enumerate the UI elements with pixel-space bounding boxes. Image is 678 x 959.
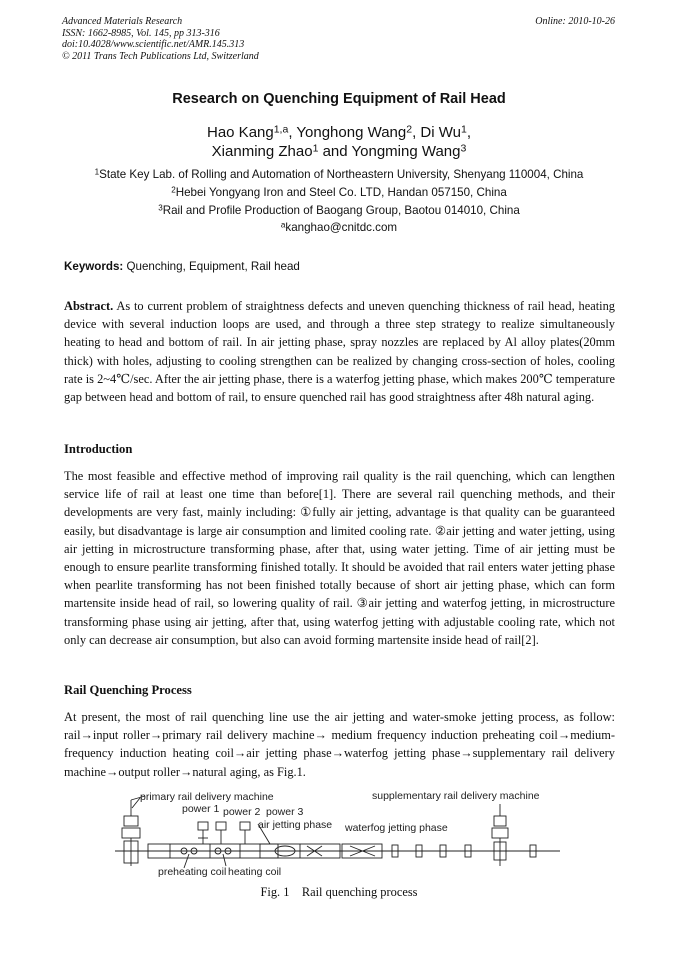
label-air-jetting-phase: air jetting phase	[258, 819, 333, 831]
author-name: Xianming Zhao	[211, 143, 313, 160]
author-name: Di Wu	[420, 124, 461, 141]
figure-caption: Fig. 1 Rail quenching process	[260, 885, 418, 899]
label-supplementary-delivery-machine: supplementary rail delivery machine	[372, 790, 540, 802]
abstract-label: Abstract.	[64, 299, 114, 313]
section-heading-introduction: Introduction	[64, 442, 133, 456]
label-power-2: power 2	[223, 806, 261, 818]
power-3	[240, 822, 250, 844]
affiliation-2: $^2$Hebei Yongyang Iron and Steel Co. LTD, Handan 057150, China	[171, 185, 507, 199]
label-preheating-coil: preheating coil	[158, 866, 227, 878]
coil-block	[148, 844, 278, 868]
keywords-label: Keywords:	[64, 260, 124, 273]
email: $^a$kanghao@cnitdc.com	[280, 220, 398, 234]
section-heading-process: Rail Quenching Process	[64, 683, 192, 697]
author-name: Yonghong Wang	[296, 124, 407, 141]
power-1	[198, 822, 208, 844]
supplementary-delivery-machine	[492, 804, 508, 866]
abstract-text: As to current problem of straightness defects and uneven quenching thickness of rail head, heating device with several induction loops are used, and through a three step strategy to realize simultaneously heating to head and bottom of rail. In air jetting phase, spray nozzles are replaced by Al alloy plates(20mm thick) with holes, adjusting to cooling strengthen can be realized by changing cross-section of holes, cooling rate is 2~4℃/sec. After the air jetting phase, there is a waterfog jetting phase, which makes 200℃ temperature gap between head and bottom of rail, to ensure quenched rail has good straightness after 48h natural aging.	[64, 299, 615, 405]
rail-quenching-diagram	[110, 786, 570, 882]
label-heating-coil: heating coil	[228, 866, 282, 878]
author-line-1: Hao Kang$^{1,a}$, Yonghong Wang$^2$, Di Wu$^1$,	[207, 123, 471, 141]
doi-line: doi:10.4028/www.scientific.net/AMR.145.313	[62, 39, 245, 50]
keywords-text: Quenching, Equipment, Rail head	[123, 260, 300, 273]
copyright-line: © 2011 Trans Tech Publications Ltd, Switzerland	[62, 50, 259, 62]
introduction-text: The most feasible and effective method of improving rail quality is the rail quenching, which can lengthen service life of rail at least one time than before[1]. There are several rail quenching methods, and their developments are very fast, mainly including: ①fully air jetting, advantage is that quality can be guaranteed easily, but disadvantage is large air consumption and limited cooling rate. ②air jetting and water jetting, using air jetting in microstructure transforming phase, after that, using water jetting. Time of air jetting must be enough to ensure pearlite transforming finished totally. It should be avoided that rail enters water jetting phase when pearlite transforming has not been finished totally because of short air jetting phase, which can form martensite inside head of rail, so lowering quality of rail. ③air jetting and waterfog jetting, in microstructure transforming phase using air jetting, after that, using waterfog jetting with adjustable cooling rate, which not only can decrease air consumption, but also can avoid forming martensite inside head of rail[2].	[64, 469, 615, 647]
affiliation-3: $^3$Rail and Profile Production of Baogang Group, Baotou 014010, China	[158, 203, 520, 217]
author-line-2: Xianming Zhao$^1$ and Yongming Wang$^3$	[211, 142, 467, 160]
paper-title: Research on Quenching Equipment of Rail Head	[172, 91, 506, 107]
author-name: Hao Kang	[207, 124, 274, 141]
author-name: Yongming Wang	[351, 143, 461, 160]
issn-line: ISSN: 1662-8985, Vol. 145, pp 313-316	[62, 27, 220, 39]
label-primary-delivery-machine: primary rail delivery machine	[140, 791, 274, 803]
abstract	[64, 297, 615, 406]
keywords	[64, 260, 300, 273]
label-waterfog-jetting-phase: waterfog jetting phase	[345, 822, 448, 834]
label-power-1: power 1	[182, 803, 220, 815]
online-date: Online: 2010-10-26	[535, 16, 615, 27]
affiliation-1: $^1$State Key Lab. of Rolling and Automation of Northeastern University, Shenyang 110004, China	[94, 167, 584, 181]
power-2	[216, 822, 226, 844]
process-text: At present, the most of rail quenching line use the air jetting and water-smoke jetting process, as follow: rail→input roller→primary rail delivery machine→ medium frequency induction preheating coil→medium-frequency induction heating coil→air jetting phase→waterfog jetting phase→supplementary rail delivery machine→output roller→natural aging, as Fig.1.	[64, 710, 615, 779]
label-power-3: power 3	[266, 806, 304, 818]
journal-name: Advanced Materials Research	[62, 16, 183, 27]
running-header	[62, 16, 259, 62]
